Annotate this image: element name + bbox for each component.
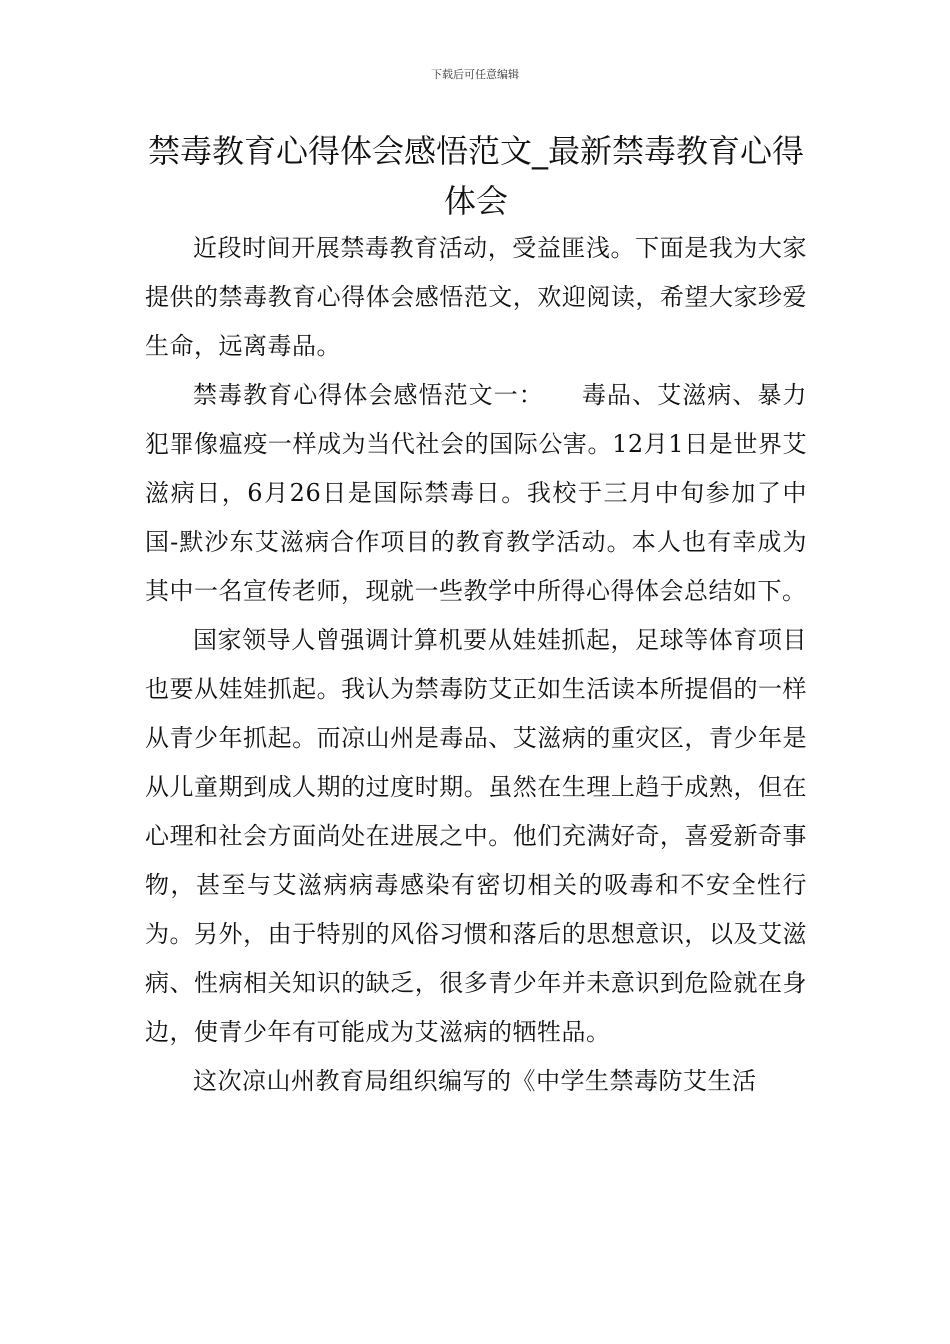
document-body bbox=[145, 224, 807, 1106]
document-title: 禁毒教育心得体会感悟范文_最新禁毒教育心得体会 bbox=[147, 132, 804, 220]
paragraph-textbook: 这次凉山州教育局组织编写的《中学生禁毒防艾生活 bbox=[193, 1067, 757, 1095]
header-note: 下载后可任意编辑 bbox=[431, 68, 519, 81]
paragraph-youth: 国家领导人曾强调计算机要从娃娃抓起，足球等体育项目也要从娃娃抓起。我认为禁毒防艾正如生活读本所提倡的一样从青少年抓起。而凉山州是毒品、艾滋病的重灾区，青少年是从儿童期到成人期的过度时期。虽然在生理上趋于成熟，但在心理和社会方面尚处在进展之中。他们充满好奇，喜爱新奇事物，甚至与艾滋病病毒感染有密切相关的吸毒和不安全性行为。另外，由于特别的风俗习惯和落后的思想意识，以及艾滋病、性病相关知识的缺乏，很多青少年并未意识到危险就在身边，使青少年有可能成为艾滋病的牺牲品。 bbox=[145, 626, 807, 1046]
paragraph-essay-one: 禁毒教育心得体会感悟范文一： 毒品、艾滋病、暴力犯罪像瘟疫一样成为当代社会的国际公害。12月1日是世界艾滋病日，6月26日是国际禁毒日。我校于三月中旬参加了中国-默沙东艾滋病合作项目的教育教学活动。本人也有幸成为其中一名宣传老师，现就一些教学中所得心得体会总结如下。 bbox=[145, 381, 807, 605]
paragraph-intro: 近段时间开展禁毒教育活动，受益匪浅。下面是我为大家提供的禁毒教育心得体会感悟范文，欢迎阅读，希望大家珍爱生命，远离毒品。 bbox=[145, 234, 807, 360]
